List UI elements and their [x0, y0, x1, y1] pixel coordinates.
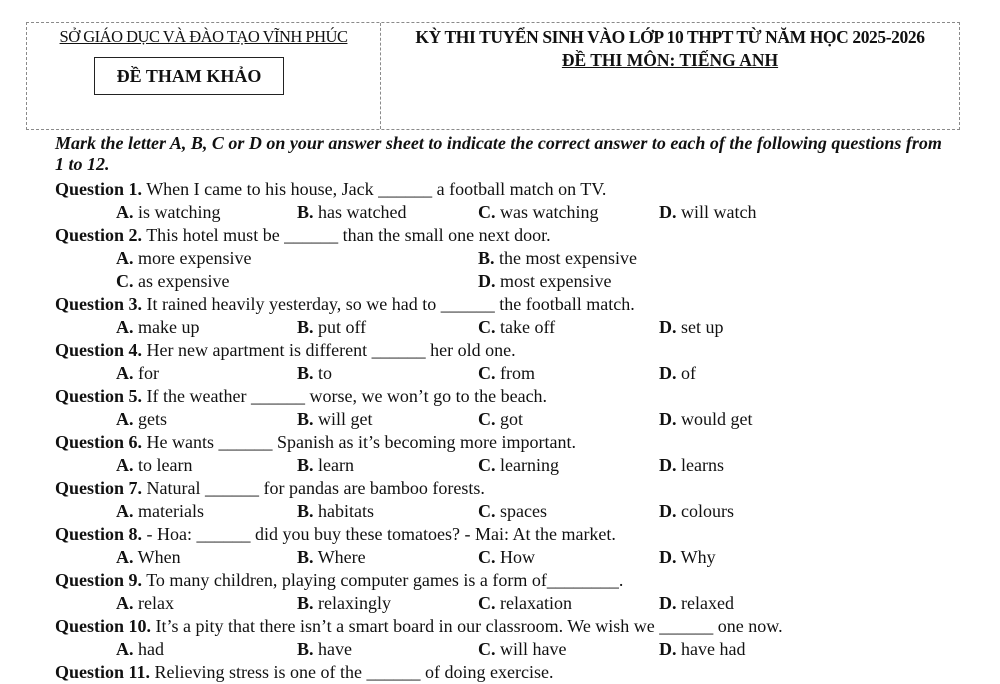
option-c: C. got [478, 409, 524, 429]
option-a: A. for [116, 363, 159, 383]
option-c: C. will have [478, 639, 567, 659]
option-d: D. set up [659, 317, 724, 337]
question-label: Question 4. [55, 340, 143, 360]
option-d: D. will watch [659, 202, 757, 222]
option-d: D. have had [659, 639, 746, 659]
question-text: This hotel must be ______ than the small one next door. [142, 225, 551, 245]
options-row [55, 362, 985, 385]
question-9 [55, 569, 985, 592]
option-b: B. the most expensive [478, 248, 637, 268]
question-text: When I came to his house, Jack ______ a football match on TV. [142, 179, 607, 199]
options-row [55, 592, 985, 615]
options-row [55, 500, 985, 523]
reference-badge: ĐỀ THAM KHẢO [94, 57, 284, 95]
option-c: C. from [478, 363, 535, 383]
question-text: Her new apartment is different ______ her old one. [142, 340, 516, 360]
option-b: B. learn [297, 455, 354, 475]
options-row [55, 201, 985, 224]
question-label: Question 10. [55, 616, 152, 636]
option-c: C. spaces [478, 501, 547, 521]
question-text: Natural ______ for pandas are bamboo forests. [142, 478, 485, 498]
question-label: Question 9. [55, 570, 143, 590]
options-row [55, 316, 985, 339]
question-label: Question 2. [55, 225, 143, 245]
option-c: C. as expensive [116, 271, 230, 291]
question-text: To many children, playing computer games is a form of________. [142, 570, 624, 590]
option-b: B. habitats [297, 501, 375, 521]
question-6 [55, 431, 985, 454]
option-a: A. gets [116, 409, 167, 429]
question-label: Question 5. [55, 386, 143, 406]
option-a: A. make up [116, 317, 200, 337]
option-b: B. to [297, 363, 333, 383]
options-row [55, 454, 985, 477]
option-d: D. Why [659, 547, 716, 567]
option-d: D. of [659, 363, 696, 383]
exam-subject: ĐỀ THI MÔN: TIẾNG ANH [561, 50, 779, 70]
option-a: A. more expensive [116, 248, 252, 268]
option-b: B. will get [297, 409, 373, 429]
options-row [55, 270, 985, 293]
question-list [55, 178, 985, 684]
option-a: A. is watching [116, 202, 221, 222]
options-row [55, 247, 985, 270]
question-5 [55, 385, 985, 408]
option-a: A. materials [116, 501, 204, 521]
option-a: A. When [116, 547, 181, 567]
option-b: B. Where [297, 547, 366, 567]
question-10 [55, 615, 985, 638]
option-a: A. to learn [116, 455, 193, 475]
option-b: B. has watched [297, 202, 407, 222]
exam-title: KỲ THI TUYỂN SINH VÀO LỚP 10 THPT TỪ NĂM HỌC 2025-2026 [415, 27, 925, 47]
question-7 [55, 477, 985, 500]
option-b: B. put off [297, 317, 367, 337]
option-c: C. How [478, 547, 535, 567]
exam-header [26, 22, 960, 130]
option-c: C. take off [478, 317, 556, 337]
question-11 [55, 661, 985, 684]
question-label: Question 6. [55, 432, 143, 452]
question-label: Question 1. [55, 179, 143, 199]
option-c: C. learning [478, 455, 559, 475]
option-b: B. have [297, 639, 352, 659]
option-c: C. was watching [478, 202, 599, 222]
question-2 [55, 224, 985, 247]
option-a: A. had [116, 639, 164, 659]
question-label: Question 8. [55, 524, 143, 544]
question-4 [55, 339, 985, 362]
question-text: - Hoa: ______ did you buy these tomatoes? - Mai: At the market. [142, 524, 616, 544]
option-d: D. relaxed [659, 593, 734, 613]
option-d: D. colours [659, 501, 734, 521]
question-text: He wants ______ Spanish as it’s becoming more important. [142, 432, 576, 452]
option-d: D. most expensive [478, 271, 612, 291]
question-label: Question 7. [55, 478, 143, 498]
option-d: D. learns [659, 455, 724, 475]
department-name: SỞ GIÁO DỤC VÀ ĐÀO TẠO VĨNH PHÚC [59, 27, 348, 46]
instruction-text: Mark the letter A, B, C or D on your answer sheet to indicate the correct answer to each of the following questions from 1 to 12. [55, 133, 942, 174]
question-1 [55, 178, 985, 201]
question-text: It’s a pity that there isn’t a smart board in our classroom. We wish we ______ one now. [151, 616, 783, 636]
option-a: A. relax [116, 593, 174, 613]
options-row [55, 546, 985, 569]
question-8 [55, 523, 985, 546]
options-row [55, 408, 985, 431]
question-label: Question 11. [55, 662, 151, 682]
question-text: It rained heavily yesterday, so we had to ______ the football match. [142, 294, 635, 314]
question-3 [55, 293, 985, 316]
question-text: If the weather ______ worse, we won’t go to the beach. [142, 386, 548, 406]
option-c: C. relaxation [478, 593, 572, 613]
option-b: B. relaxingly [297, 593, 391, 613]
options-row [55, 638, 985, 661]
option-d: D. would get [659, 409, 753, 429]
question-text: Relieving stress is one of the ______ of doing exercise. [150, 662, 554, 682]
question-label: Question 3. [55, 294, 143, 314]
